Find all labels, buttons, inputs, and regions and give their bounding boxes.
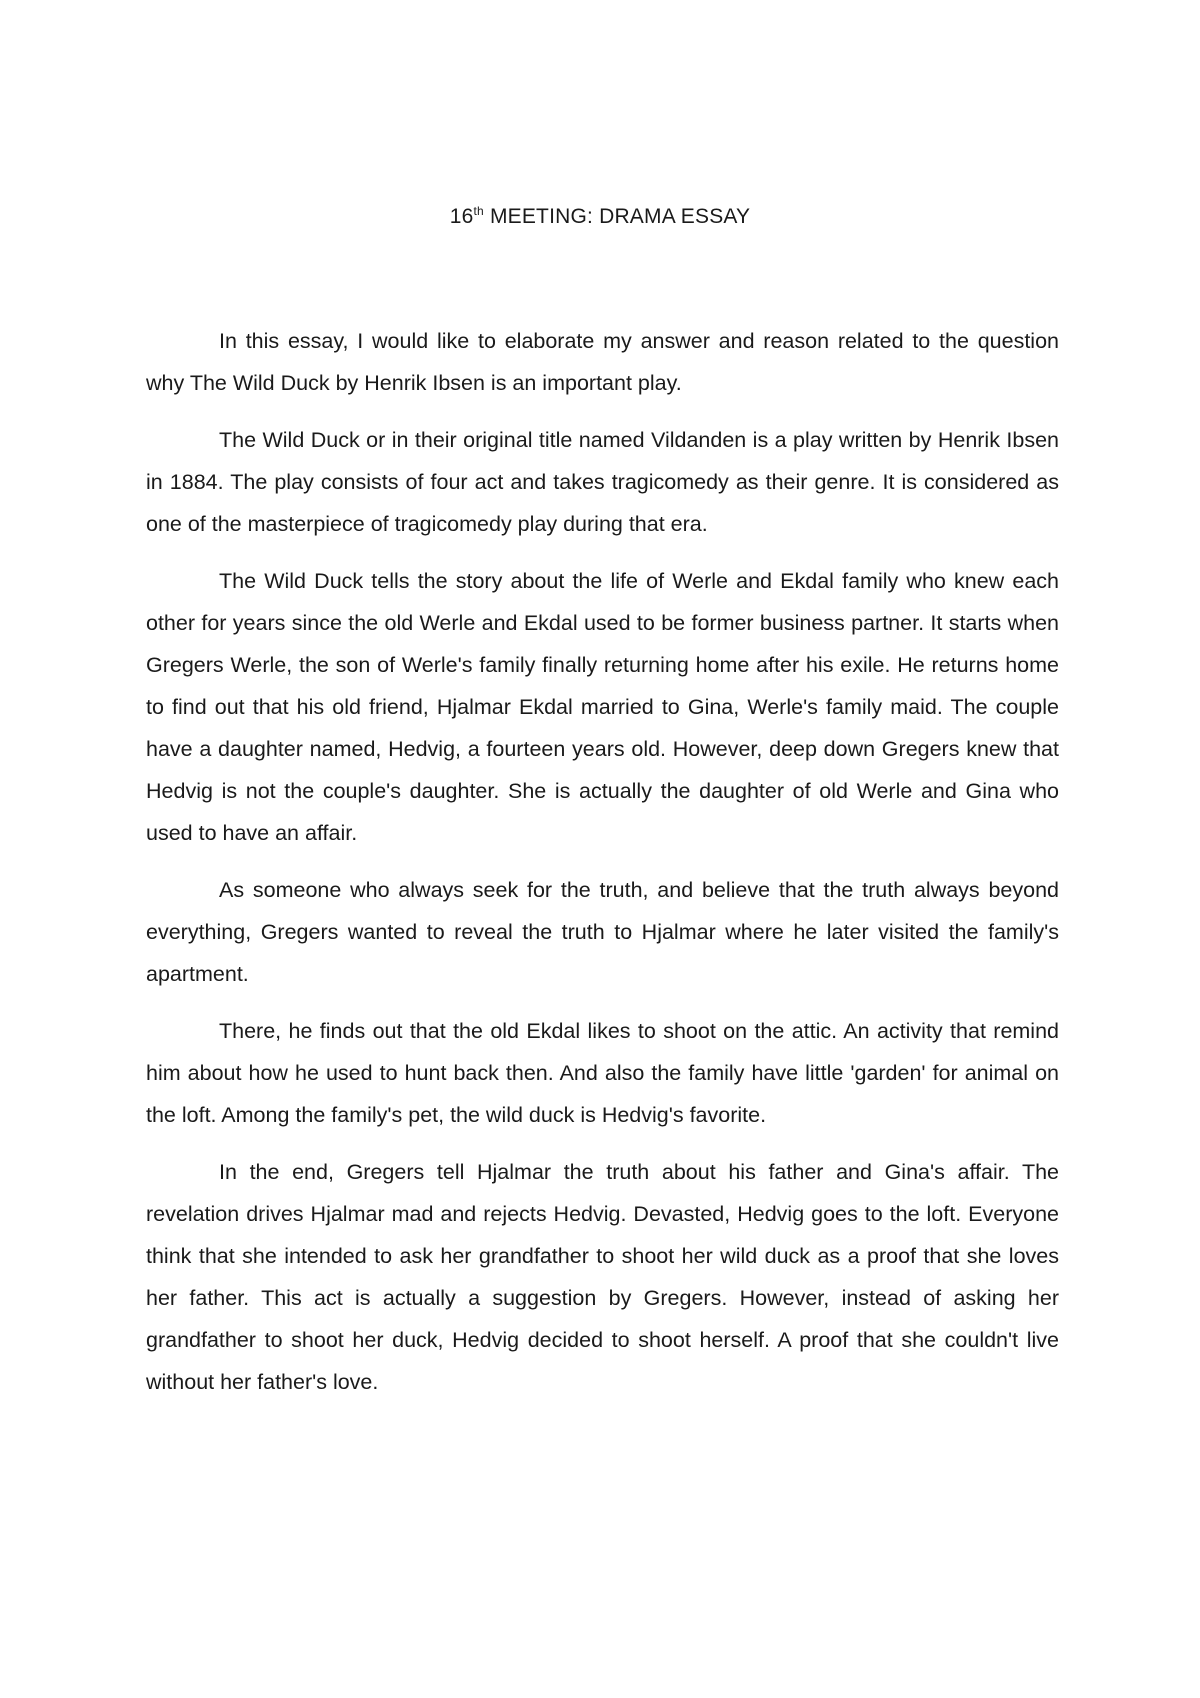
title-superscript: th xyxy=(473,204,484,218)
paragraph-story: The Wild Duck tells the story about the life of Werle and Ekdal family who knew each other for years since the old Werle and Ekdal used to be former business partner. It starts when Gregers Werle, the son of Werle's family finally returning home after his exile. He returns home to find out that his old friend, Hjalmar Ekdal married to Gina, Werle's family maid. The couple have a daughter named, Hedvig, a fourteen years old. However, deep down Gregers knew that Hedvig is not the couple's daughter. She is actually the daughter of old Werle and Gina who used to have an affair. xyxy=(146,569,1059,845)
paragraph-background: The Wild Duck or in their original title named Vildanden is a play written by Henrik Ibsen in 1884. The play consists of four act and takes tragicomedy as their genre. It is considered as one of the masterpiece of tragicomedy play during that era. xyxy=(146,428,1059,536)
paragraph-attic: There, he finds out that the old Ekdal likes to shoot on the attic. An activity that remind him about how he used to hunt back then. And also the family have little 'garden' for animal on the loft. Among the family's pet, the wild duck is Hedvig's favorite. xyxy=(146,1019,1059,1127)
title-text: MEETING: DRAMA ESSAY xyxy=(483,205,751,228)
essay-body xyxy=(146,320,1059,1418)
title-number: 16 xyxy=(449,205,474,228)
paragraph-intro: In this essay, I would like to elaborate my answer and reason related to the question why The Wild Duck by Henrik Ibsen is an important play. xyxy=(146,329,1059,395)
paragraph-ending: In the end, Gregers tell Hjalmar the truth about his father and Gina's affair. The revelation drives Hjalmar mad and rejects Hedvig. Devasted, Hedvig goes to the loft. Everyone think that she intended to ask her grandfather to shoot her wild duck as a proof that she loves her father. This act is actually a suggestion by Gregers. However, instead of asking her grandfather to shoot her duck, Hedvig decided to shoot herself. A proof that she couldn't live without her father's love. xyxy=(146,1160,1059,1394)
page-title xyxy=(0,203,1200,231)
paragraph-truth: As someone who always seek for the truth, and believe that the truth always beyond everything, Gregers wanted to reveal the truth to Hjalmar where he later visited the family's apartment. xyxy=(146,878,1059,986)
